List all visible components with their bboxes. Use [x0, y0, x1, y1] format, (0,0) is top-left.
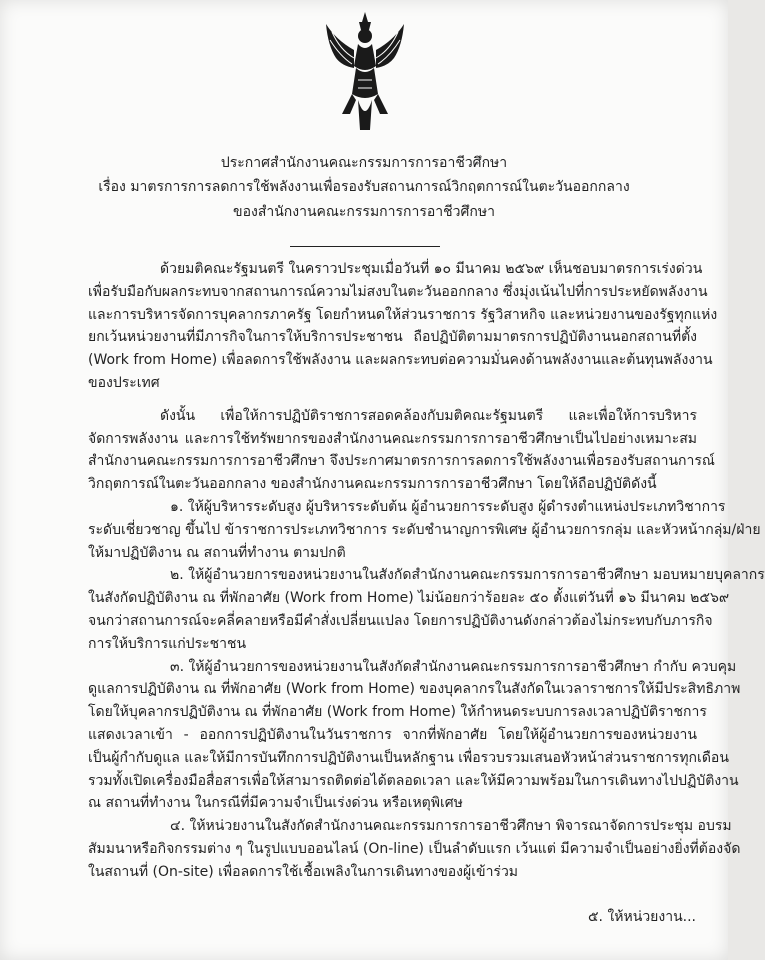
text-line: ให้มาปฏิบัติงาน ณ สถานที่ทำงาน ตามปกติ	[88, 544, 346, 561]
text-line: ยกเว้นหน่วยงานที่มีภารกิจในการให้บริการประชาชน ถือปฏิบัติตามมาตรการปฏิบัติงานนอกสถานที่ตั้ง	[88, 329, 697, 346]
text-line: สัมมนาหรือกิจกรรมต่าง ๆ ในรูปแบบออนไลน์ (On-line) เป็นลำดับแรก เว้นแต่ มีความจำเป็นอย่างยิ่งที่ต้องจัด	[88, 840, 741, 857]
text-line: ระดับเชี่ยวชาญ ขึ้นไป ข้าราชการประเภทวิชาการ ระดับชำนาญการพิเศษ ผู้อำนวยการกลุ่ม และหัวหน้ากลุ่ม/ฝ่าย	[88, 521, 761, 538]
continuation-text: ๕. ให้หน่วยงาน...	[587, 909, 696, 925]
announcement-title: ประกาศสำนักงานคณะกรรมการการอาชีวศึกษา	[220, 155, 508, 171]
text-line: เพื่อรับมือกับผลกระทบจากสถานการณ์ความไม่สงบในตะวันออกกลาง ซึ่งมุ่งเน้นไปที่การประหยัดพลังงาน	[88, 283, 708, 300]
text-line: สำนักงานคณะกรรมการการอาชีวศึกษา จึงประกาศมาตรการการลดการใช้พลังงานเพื่อรองรับสถานการณ์	[88, 453, 715, 470]
paragraph	[88, 496, 761, 564]
text-line: แสดงเวลาเข้า - ออกการปฏิบัติงานในวันราชการ จากที่พักอาศัย โดยให้ผู้อำนวยการของหน่วยงาน	[88, 726, 697, 743]
paragraph	[88, 258, 718, 395]
paragraph	[88, 405, 715, 496]
garuda-emblem-icon	[322, 10, 408, 134]
text-line: ดังนั้น เพื่อให้การปฏิบัติราชการสอดคล้องกับมติคณะรัฐมนตรี และเพื่อให้การบริหาร	[160, 407, 697, 424]
text-line: ในสังกัดปฏิบัติงาน ณ ที่พักอาศัย (Work from Home) ไม่น้อยกว่าร้อยละ ๕๐ ตั้งแต่วันที่ ๑๖ มีนาคม ๒๕๖๙	[88, 590, 730, 607]
text-line: จนกว่าสถานการณ์จะคลี่คลายหรือมีคำสั่งเปลี่ยนแปลง โดยการปฏิบัติงานดังกล่าวต้องไม่กระทบกับภารกิจ	[88, 612, 713, 629]
paragraph	[88, 815, 741, 883]
paragraph	[88, 564, 765, 655]
text-line: ๒. ให้ผู้อำนวยการของหน่วยงานในสังกัดสำนักงานคณะกรรมการการอาชีวศึกษา มอบหมายบุคลากร	[170, 567, 765, 584]
text-line: โดยให้บุคลากรปฏิบัติงาน ณ ที่พักอาศัย (Work from Home) ให้กำหนดระบบการลงเวลาปฏิบัติราชการ	[88, 704, 707, 721]
announcement-subject: เรื่อง มาตรการการลดการใช้พลังงานเพื่อรองรับสถานการณ์วิกฤตการณ์ในตะวันออกกลาง	[98, 179, 630, 195]
text-line: ของประเทศ	[88, 374, 160, 391]
text-line: ดูแลการปฏิบัติงาน ณ ที่พักอาศัย (Work from Home) ของบุคลากรในสังกัดในเวลาราชการให้มีประสิทธิภาพ	[88, 681, 741, 698]
text-line: ๑. ให้ผู้บริหารระดับสูง ผู้บริหารระดับต้น ผู้อำนวยการระดับสูง ผู้ดำรงตำแหน่งประเภทวิชาการ	[170, 498, 726, 515]
text-line: ในสถานที่ (On-site) เพื่อลดการใช้เชื้อเพลิงในการเดินทางของผู้เข้าร่วม	[88, 863, 519, 880]
text-line: เป็นผู้กำกับดูแล และให้มีการบันทึกการปฏิบัติงานเป็นหลักฐาน เพื่อรวบรวมเสนอหัวหน้าส่วนราชการทุกเดือน	[88, 749, 729, 766]
text-line: ณ สถานที่ทำงาน ในกรณีที่มีความจำเป็นเร่งด่วน หรือเหตุพิเศษ	[88, 795, 463, 812]
document-body	[88, 258, 765, 884]
text-line: จัดการพลังงาน และการใช้ทรัพยากรของสำนักงานคณะกรรมการการอาชีวศึกษาเป็นไปอย่างเหมาะสม	[88, 430, 697, 447]
text-line: การให้บริการแก่ประชาชน	[88, 635, 247, 652]
title-divider	[290, 246, 440, 247]
announcement-issuer: ของสำนักงานคณะกรรมการการอาชีวศึกษา	[233, 204, 495, 220]
text-line: รวมทั้งเปิดเครื่องมือสื่อสารเพื่อให้สามารถติดต่อได้ตลอดเวลา และให้มีความพร้อมในการเดินทางไปปฏิบัติงาน	[88, 772, 739, 789]
text-line: และการบริหารจัดการบุคลากรภาครัฐ โดยกำหนดให้ส่วนราชการ รัฐวิสาหกิจ และหน่วยงานของรัฐทุกแห่ง	[88, 306, 718, 323]
paragraph	[88, 656, 741, 816]
text-line: ๔. ให้หน่วยงานในสังกัดสำนักงานคณะกรรมการการอาชีวศึกษา พิจารณาจัดการประชุม อบรม	[170, 818, 732, 835]
text-line: วิกฤตการณ์ในตะวันออกกลาง ของสำนักงานคณะกรรมการการอาชีวศึกษา โดยให้ถือปฏิบัติดังนี้	[88, 476, 657, 493]
text-line: (Work from Home) เพื่อลดการใช้พลังงาน และผลกระทบต่อความมั่นคงด้านพลังงานและต้นทุนพลังงาน	[88, 352, 713, 369]
text-line: ด้วยมติคณะรัฐมนตรี ในคราวประชุมเมื่อวันที่ ๑๐ มีนาคม ๒๕๖๙ เห็นชอบมาตรการเร่งด่วน	[160, 261, 703, 277]
text-line: ๓. ให้ผู้อำนวยการของหน่วยงานในสังกัดสำนักงานคณะกรรมการการอาชีวศึกษา กำกับ ควบคุม	[170, 658, 737, 675]
